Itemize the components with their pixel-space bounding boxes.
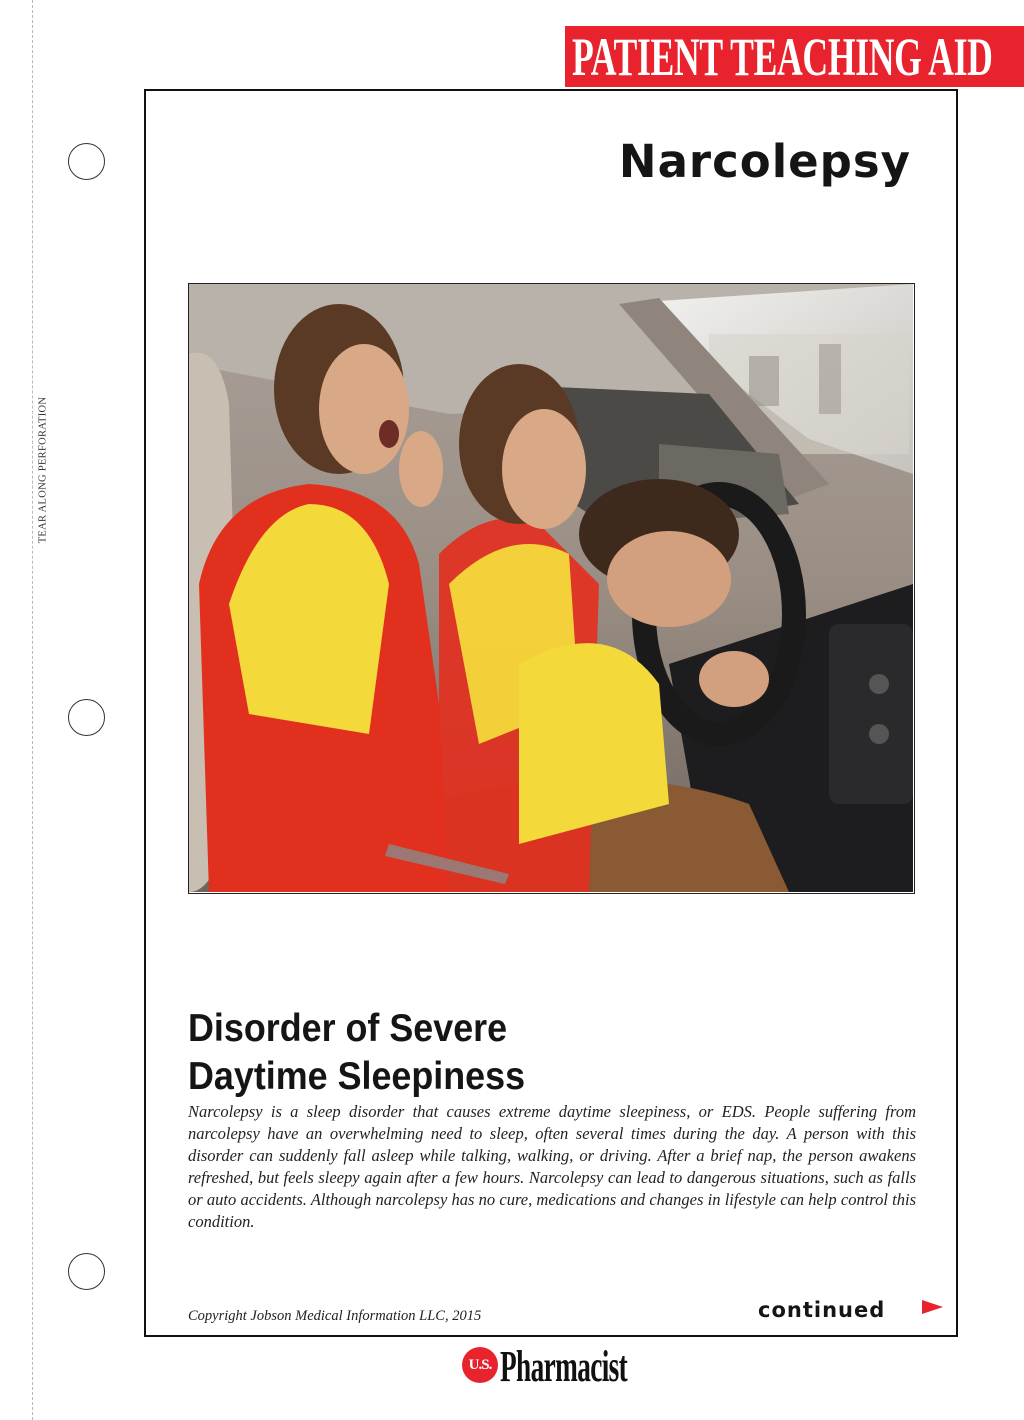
heading-line-2: Daytime Sleepiness bbox=[188, 1055, 526, 1098]
perforation-line bbox=[32, 0, 33, 1420]
logo-badge: U.S. bbox=[462, 1347, 498, 1383]
binder-hole-icon bbox=[68, 699, 105, 736]
teaching-aid-card bbox=[144, 89, 958, 1337]
copyright-notice: Copyright Jobson Medical Information LLC, 2015 bbox=[188, 1308, 482, 1324]
body-paragraph: Narcolepsy is a sleep disorder that causes extreme daytime sleepiness, or EDS. People suffering from narcolepsy have an overwhelming need to sleep, often several times during the day. A person with this disorder can suddenly fall asleep while talking, walking, or driving. After a brief nap, the person awakens refreshed, but feels sleepy again after a few hours. Narcolepsy can lead to dangerous situations, such as falls or auto accidents. Although narcolepsy has no cure, medications and changes in lifestyle can help control this condition. bbox=[188, 1102, 916, 1231]
page-title: Narcolepsy bbox=[618, 135, 911, 188]
section-heading bbox=[188, 1005, 740, 1101]
continued-link[interactable]: continued bbox=[758, 1298, 886, 1322]
tear-label: TEAR ALONG PERFORATION bbox=[37, 396, 49, 544]
triangle-right-icon[interactable] bbox=[922, 1300, 943, 1314]
heading-line-1: Disorder of Severe bbox=[188, 1007, 508, 1050]
drowsy-driver-photo bbox=[188, 283, 915, 894]
teaching-aid-banner bbox=[565, 26, 1024, 87]
logo-name: Pharmacist bbox=[500, 1342, 628, 1391]
binder-hole-icon bbox=[68, 1253, 105, 1290]
binder-hole-icon bbox=[68, 143, 105, 180]
banner-label: PATIENT TEACHING AID bbox=[572, 27, 993, 87]
